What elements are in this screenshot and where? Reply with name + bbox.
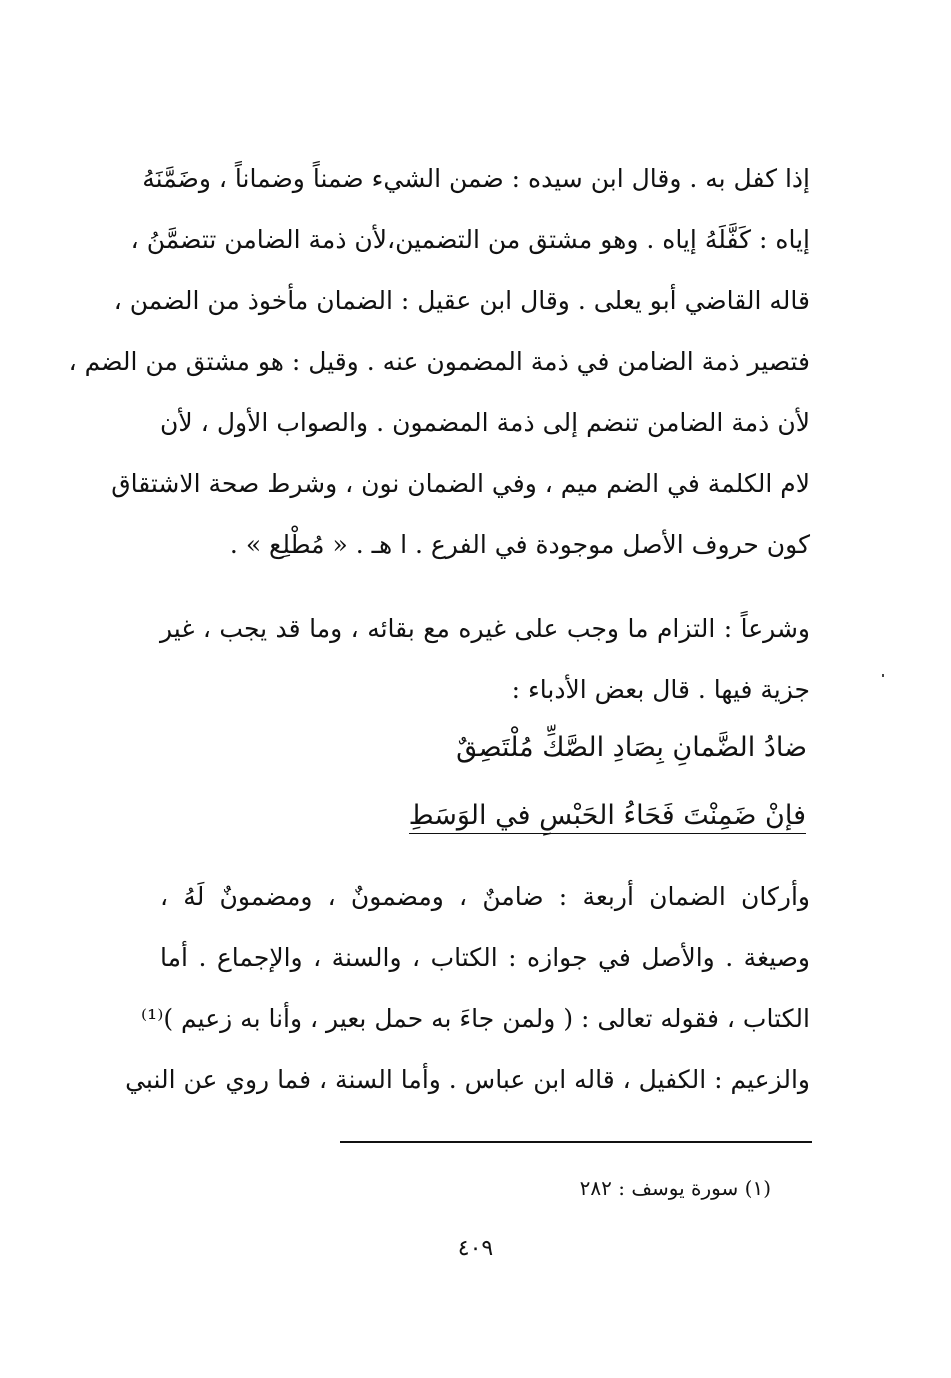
text-line: جزية فيها . قال بعض الأدباء : bbox=[511, 675, 810, 704]
text-line: كون حروف الأصل موجودة في الفرع . ا هـ . « مُطْلِع » . bbox=[229, 530, 810, 559]
paragraph-definition-language bbox=[68, 148, 810, 575]
poem-verse-first-hemistich bbox=[456, 732, 807, 763]
text-line: وأركان الضمان أربعة : ضامنٌ ، ومضمونٌ ، ومضمونٌ لَهُ ، bbox=[160, 882, 810, 911]
text-line: والزعيم : الكفيل ، قاله ابن عباس . وأما السنة ، فما روي عن النبي bbox=[125, 1065, 810, 1094]
text-line: لأن ذمة الضامن تنضم إلى ذمة المضمون . والصواب الأول ، لأن bbox=[160, 408, 810, 437]
paragraph-definition-legal bbox=[160, 598, 810, 720]
scan-speck bbox=[882, 674, 884, 677]
text-line: قاله القاضي أبو يعلى . وقال ابن عقيل : الضمان مأخوذ من الضمن ، bbox=[113, 286, 810, 315]
text-line: فتصير ذمة الضامن في ذمة المضمون عنه . وقيل : هو مشتق من الضم ، bbox=[68, 347, 810, 376]
paragraph-pillars bbox=[125, 866, 810, 1110]
footnote-divider bbox=[340, 1141, 812, 1143]
text-line: إذا كفل به . وقال ابن سيده : ضمن الشيء ضمناً وضماناً ، وضَمَّنَهُ bbox=[142, 164, 810, 193]
text-line: وصيغة . والأصل في جوازه : الكتاب ، والسنة ، والإجماع . أما bbox=[160, 943, 810, 972]
text-line: الكتاب ، فقوله تعالى : ( ولمن جاءَ به حمل بعير ، وأنا به زعيم )⁽¹⁾ bbox=[141, 1004, 810, 1033]
text-line: وشرعاً : التزام ما وجب على غيره مع بقائه ، وما قد يجب ، غير bbox=[160, 614, 810, 643]
footnote: (١) سورة يوسف : ٢٨٢ bbox=[579, 1176, 771, 1200]
verse-text: ضادُ الضَّمانِ بِصَادِ الصَّكِّ مُلْتَصِقٌ bbox=[456, 732, 807, 763]
text-line: إياه : كَفَّلَهُ إياه . وهو مشتق من التضمين،لأن ذمة الضامن تتضمَّنُ ، bbox=[130, 225, 810, 254]
poem-verse-second-hemistich bbox=[409, 800, 806, 831]
text-line: لام الكلمة في الضم ميم ، وفي الضمان نون ، وشرط صحة الاشتقاق bbox=[111, 469, 810, 498]
verse-text: فإنْ ضَمِنْتَ فَحَاءُ الحَبْسِ في الوَسَطِ bbox=[409, 800, 806, 834]
page-number: ٤٠٩ bbox=[457, 1236, 494, 1261]
